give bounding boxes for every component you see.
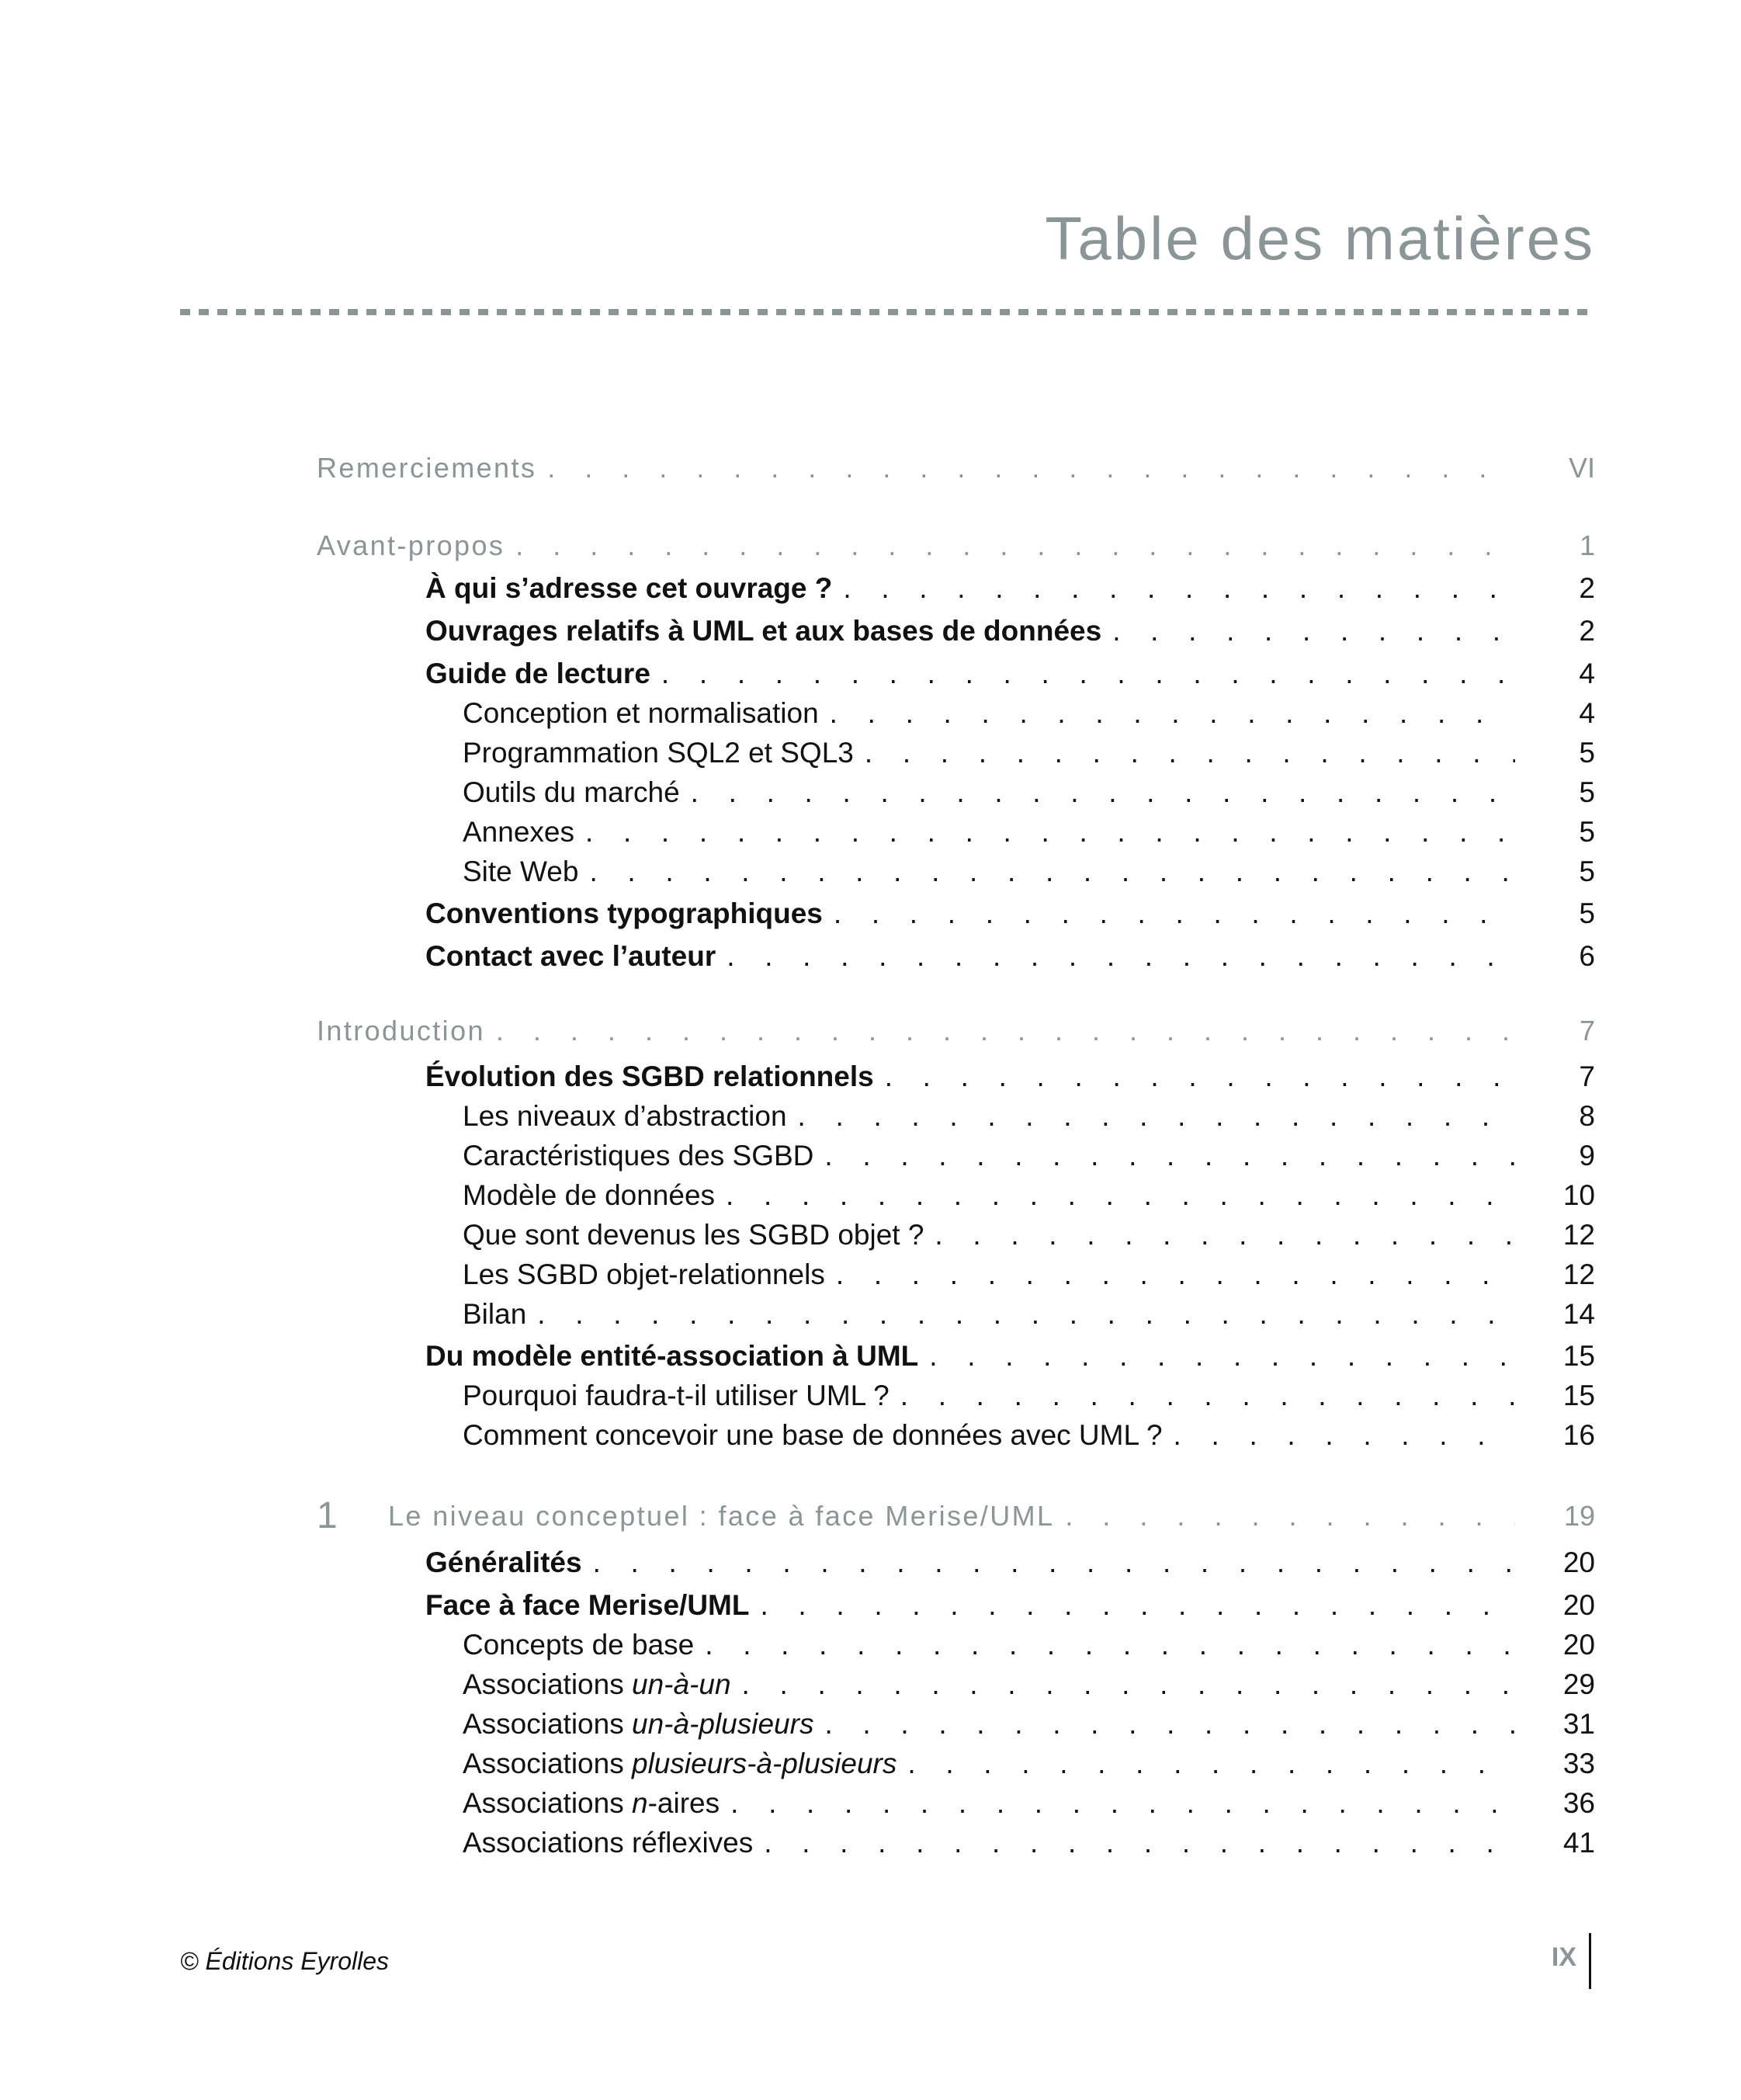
dot-leader bbox=[730, 1784, 1515, 1823]
toc-entry[interactable] bbox=[0, 1337, 1741, 1376]
toc-entry[interactable] bbox=[0, 1137, 1741, 1175]
dot-leader bbox=[836, 1255, 1515, 1294]
folio-bar bbox=[1589, 1933, 1591, 1989]
toc-page: 2 bbox=[1579, 572, 1595, 604]
toc-page: 19 bbox=[1563, 1500, 1595, 1532]
toc-entry[interactable] bbox=[0, 1376, 1741, 1415]
dot-leader bbox=[742, 1665, 1515, 1704]
dot-leader bbox=[907, 1744, 1515, 1783]
toc-page: 1 bbox=[1579, 529, 1595, 561]
toc-entry[interactable] bbox=[0, 1097, 1741, 1136]
toc-label: Contact avec l’auteur bbox=[425, 940, 716, 972]
toc-label bbox=[463, 1744, 897, 1783]
toc-page: 29 bbox=[1562, 1668, 1595, 1700]
dot-leader bbox=[935, 1216, 1515, 1255]
toc-entry[interactable] bbox=[0, 1416, 1741, 1455]
folio-page-number: IX bbox=[1551, 1942, 1576, 1972]
toc-entry[interactable] bbox=[0, 1255, 1741, 1294]
toc-entry[interactable] bbox=[0, 654, 1741, 693]
toc-page: 7 bbox=[1579, 1015, 1595, 1047]
toc-label: Pourquoi faudra-t-il utiliser UML ? bbox=[463, 1380, 890, 1411]
toc-page: 4 bbox=[1579, 697, 1595, 729]
dot-leader bbox=[589, 852, 1515, 891]
toc-page: 5 bbox=[1579, 856, 1595, 887]
toc-page: 7 bbox=[1579, 1060, 1595, 1092]
toc-entry[interactable] bbox=[0, 1216, 1741, 1255]
toc-entry[interactable] bbox=[0, 1626, 1741, 1664]
toc-entry[interactable] bbox=[0, 1824, 1741, 1862]
toc-label: Remerciements bbox=[317, 452, 537, 484]
dot-leader bbox=[830, 694, 1515, 733]
toc-entry[interactable] bbox=[0, 894, 1741, 933]
toc-entry[interactable] bbox=[0, 1295, 1741, 1334]
toc-label: Modèle de données bbox=[463, 1179, 716, 1211]
dot-leader bbox=[824, 1137, 1515, 1175]
toc-entry-remerciements[interactable] bbox=[0, 449, 1741, 488]
dot-leader bbox=[798, 1097, 1515, 1136]
dot-leader bbox=[834, 894, 1515, 933]
toc-page: 15 bbox=[1562, 1340, 1595, 1372]
dot-leader bbox=[537, 1295, 1515, 1334]
toc-label: Outils du marché bbox=[463, 776, 680, 808]
page-title: Table des matières bbox=[1045, 204, 1595, 272]
toc-page: 4 bbox=[1579, 658, 1595, 689]
toc-entry[interactable] bbox=[0, 852, 1741, 891]
dot-leader bbox=[661, 654, 1515, 693]
toc-label: Introduction bbox=[317, 1015, 485, 1047]
dot-leader bbox=[760, 1586, 1515, 1625]
chapter-number: 1 bbox=[317, 1495, 338, 1536]
dot-leader bbox=[929, 1337, 1515, 1376]
toc-label: Avant-propos bbox=[317, 529, 505, 561]
dot-leader bbox=[764, 1824, 1515, 1862]
toc-entry-avant-propos[interactable] bbox=[0, 526, 1741, 565]
toc-label: Que sont devenus les SGBD objet ? bbox=[463, 1219, 924, 1251]
toc-label-suffix: -aires bbox=[647, 1787, 720, 1819]
dot-leader bbox=[726, 1176, 1515, 1215]
toc-page: 12 bbox=[1562, 1258, 1595, 1290]
toc-label-prefix: Associations bbox=[463, 1787, 632, 1819]
toc-label: Caractéristiques des SGBD bbox=[463, 1140, 814, 1171]
toc-label: À qui s’adresse cet ouvrage ? bbox=[425, 572, 833, 604]
toc-label: Évolution des SGBD relationnels bbox=[425, 1060, 874, 1092]
toc-label: Programmation SQL2 et SQL3 bbox=[463, 737, 854, 769]
dot-leader bbox=[865, 734, 1515, 772]
dot-leader bbox=[1065, 1497, 1515, 1536]
toc-entry[interactable] bbox=[0, 612, 1741, 651]
toc-label: Guide de lecture bbox=[425, 658, 650, 689]
toc-label bbox=[463, 1665, 731, 1704]
toc-entry[interactable] bbox=[0, 773, 1741, 812]
toc-page: 20 bbox=[1562, 1546, 1595, 1578]
toc-entry[interactable] bbox=[0, 937, 1741, 976]
toc-page: 31 bbox=[1562, 1708, 1595, 1740]
toc-entry[interactable] bbox=[0, 1705, 1741, 1744]
toc-entry[interactable] bbox=[0, 734, 1741, 772]
dot-leader bbox=[1174, 1416, 1515, 1455]
toc-entry-chapter-1[interactable] bbox=[0, 1497, 1741, 1536]
toc-label: Site Web bbox=[463, 856, 579, 887]
toc-page: 16 bbox=[1562, 1419, 1595, 1451]
dot-leader bbox=[900, 1376, 1515, 1415]
toc-page: 5 bbox=[1579, 897, 1595, 929]
toc-label: Les SGBD objet-relationnels bbox=[463, 1258, 825, 1290]
dot-leader bbox=[727, 937, 1515, 976]
dot-leader bbox=[885, 1057, 1515, 1096]
toc-page: 14 bbox=[1562, 1298, 1595, 1330]
toc-page: VI bbox=[1568, 452, 1595, 484]
toc-entry[interactable] bbox=[0, 1543, 1741, 1582]
toc-label bbox=[463, 1784, 720, 1823]
dot-leader bbox=[843, 569, 1515, 608]
toc-label-italic: un-à-plusieurs bbox=[632, 1708, 814, 1740]
toc-page: 6 bbox=[1579, 940, 1595, 972]
toc-page: 20 bbox=[1562, 1629, 1595, 1661]
toc-label: Ouvrages relatifs à UML et aux bases de données bbox=[425, 615, 1102, 647]
toc-label: Comment concevoir une base de données avec UML ? bbox=[463, 1419, 1163, 1451]
toc-label: Conventions typographiques bbox=[425, 897, 823, 929]
toc-page: 15 bbox=[1562, 1380, 1595, 1411]
toc-page: 2 bbox=[1579, 615, 1595, 647]
dot-leader bbox=[824, 1705, 1515, 1744]
dot-leader bbox=[705, 1626, 1515, 1664]
toc-label-italic: n bbox=[632, 1787, 648, 1819]
dot-leader bbox=[496, 1012, 1515, 1050]
toc-entry[interactable] bbox=[0, 1784, 1741, 1823]
toc-label-prefix: Associations bbox=[463, 1668, 632, 1700]
toc-entry[interactable] bbox=[0, 1665, 1741, 1704]
toc-page: 8 bbox=[1579, 1100, 1595, 1132]
toc-label: Face à face Merise/UML bbox=[425, 1589, 750, 1621]
toc-label: Le niveau conceptuel : face à face Merise/UML bbox=[388, 1500, 1055, 1532]
toc-entry-introduction[interactable] bbox=[0, 1012, 1741, 1050]
toc-label-prefix: Associations bbox=[463, 1708, 632, 1740]
toc-label: Bilan bbox=[463, 1298, 527, 1330]
toc-label-prefix: Associations bbox=[463, 1748, 632, 1779]
toc-page: 20 bbox=[1562, 1589, 1595, 1621]
dot-leader bbox=[547, 449, 1515, 488]
toc-page: 41 bbox=[1562, 1827, 1595, 1859]
toc-label: Généralités bbox=[425, 1546, 582, 1578]
toc-label: Annexes bbox=[463, 816, 574, 848]
toc-label: Associations réflexives bbox=[463, 1827, 754, 1859]
toc-entry[interactable] bbox=[0, 1586, 1741, 1625]
toc-page: 5 bbox=[1579, 776, 1595, 808]
publisher-credit: © Éditions Eyrolles bbox=[180, 1947, 390, 1975]
toc-label: Concepts de base bbox=[463, 1629, 695, 1661]
toc-page: 12 bbox=[1562, 1219, 1595, 1251]
toc-entry[interactable] bbox=[0, 813, 1741, 852]
toc-entry[interactable] bbox=[0, 1744, 1741, 1783]
toc-entry[interactable] bbox=[0, 1176, 1741, 1215]
dot-leader bbox=[1112, 612, 1515, 651]
toc-label: Du modèle entité-association à UML bbox=[425, 1340, 919, 1372]
toc-page: 5 bbox=[1579, 816, 1595, 848]
dot-leader bbox=[515, 526, 1515, 565]
dot-leader bbox=[585, 813, 1515, 852]
toc-label bbox=[463, 1705, 813, 1744]
toc-page: 9 bbox=[1579, 1140, 1595, 1171]
toc-page: 33 bbox=[1562, 1748, 1595, 1779]
toc-entry[interactable] bbox=[0, 1057, 1741, 1096]
toc-page: 36 bbox=[1562, 1787, 1595, 1819]
toc-label-italic: plusieurs-à-plusieurs bbox=[632, 1748, 897, 1779]
toc-label: Conception et normalisation bbox=[463, 697, 819, 729]
dot-leader bbox=[691, 773, 1515, 812]
toc-page: 10 bbox=[1562, 1179, 1595, 1211]
toc-page: 5 bbox=[1579, 737, 1595, 769]
toc-entry[interactable] bbox=[0, 569, 1741, 608]
toc-entry[interactable] bbox=[0, 694, 1741, 733]
dot-leader bbox=[593, 1543, 1515, 1582]
toc-label: Les niveaux d’abstraction bbox=[463, 1100, 787, 1132]
toc-label-italic: un-à-un bbox=[632, 1668, 731, 1700]
